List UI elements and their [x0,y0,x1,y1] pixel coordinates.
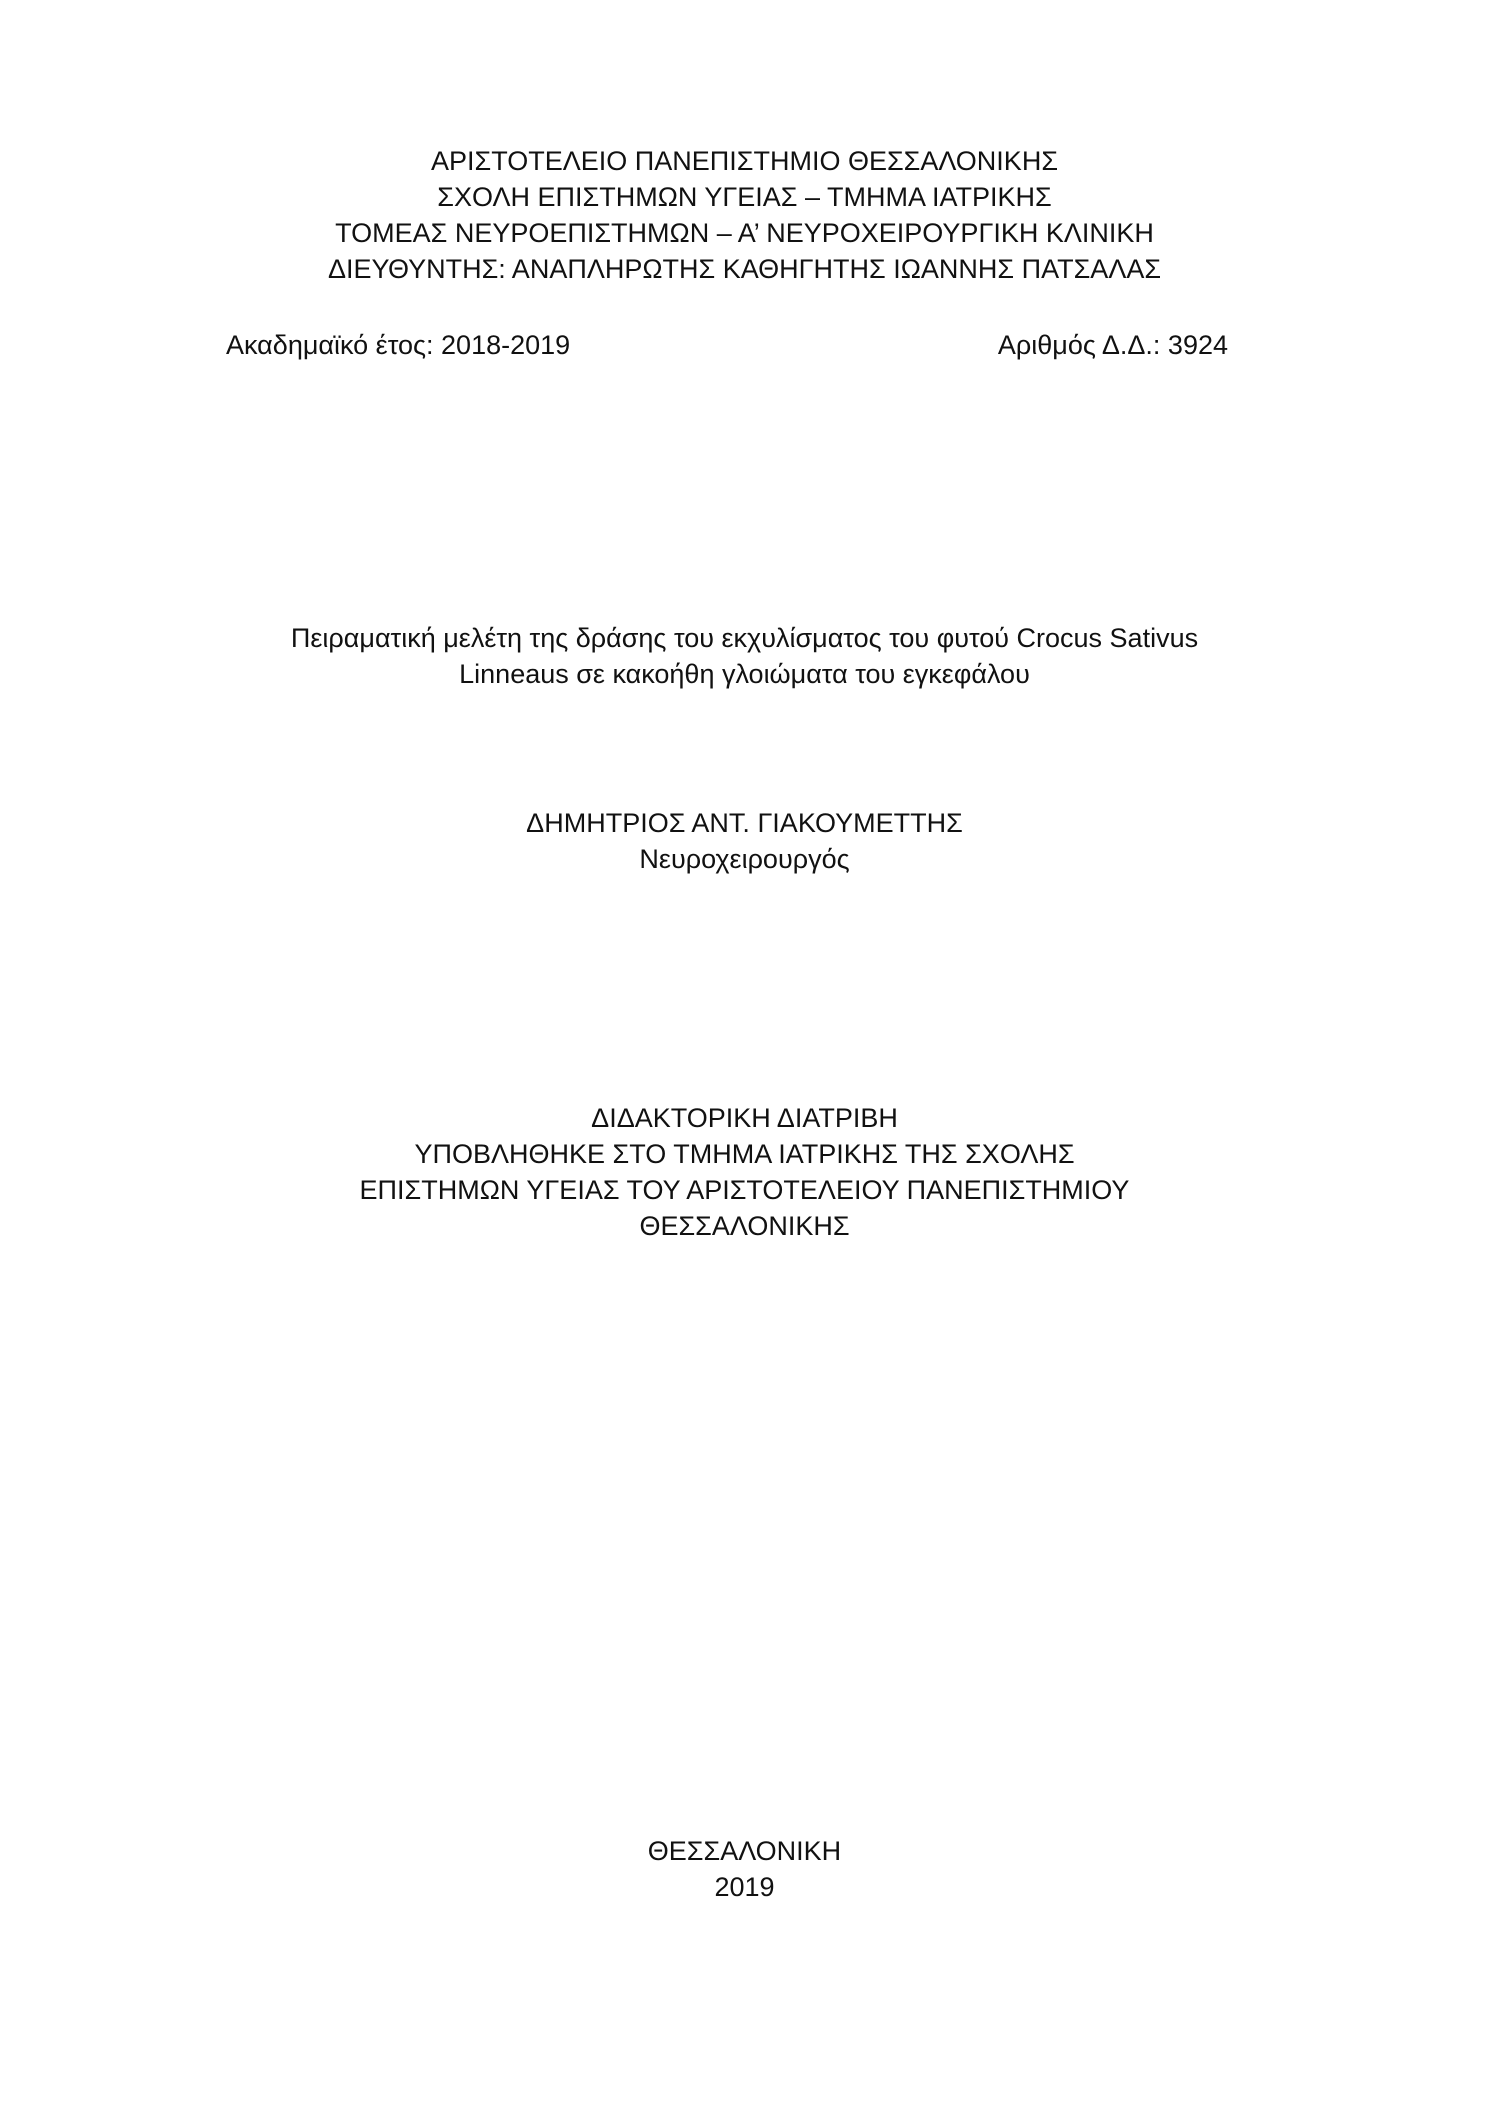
thesis-title [0,620,1489,692]
title-line-2: Linneaus σε κακοήθη γλοιώματα του εγκεφάλου [459,659,1030,689]
author-block [0,805,1489,877]
place-and-year [0,1833,1489,1905]
author-role: Νευροχειρουργός [639,844,850,874]
university-name: ΑΡΙΣΤΟΤΕΛΕΙΟ ΠΑΝΕΠΙΣΤΗΜΙΟ ΘΕΣΣΑΛΟΝΙΚΗΣ [430,146,1059,176]
year: 2019 [714,1872,775,1902]
thesis-statement [0,1100,1489,1244]
thesis-line-2: ΥΠΟΒΛΗΘΗΚΕ ΣΤΟ ΤΜΗΜΑ ΙΑΤΡΙΚΗΣ ΤΗΣ ΣΧΟΛΗΣ [414,1139,1075,1169]
thesis-line-4: ΘΕΣΣΑΛΟΝΙΚΗΣ [639,1211,850,1241]
meta-row [226,327,1228,363]
director-line: ΔΙΕΥΘΥΝΤΗΣ: ΑΝΑΠΛΗΡΩΤΗΣ ΚΑΘΗΓΗΤΗΣ ΙΩΑΝΝΗΣ ΠΑΤΣΑΛΑΣ [327,254,1162,284]
academic-year: Ακαδημαϊκό έτος: 2018-2019 [226,330,571,360]
thesis-line-3: ΕΠΙΣΤΗΜΩΝ ΥΓΕΙΑΣ ΤΟΥ ΑΡΙΣΤΟΤΕΛΕΙΟΥ ΠΑΝΕΠΙΣΤΗΜΙΟΥ [359,1175,1130,1205]
title-line-1: Πειραματική μελέτη της δράσης του εκχυλίσματος του φυτού Crocus Sativus [290,623,1199,653]
author-name: ΔΗΜΗΤΡΙΟΣ ΑΝΤ. ΓΙΑΚΟΥΜΕΤΤΗΣ [526,808,963,838]
institution-header [0,143,1489,287]
thesis-line-1: ΔΙΔΑΚΤΟΡΙΚΗ ΔΙΑΤΡΙΒΗ [591,1103,898,1133]
thesis-number: Αριθμός Δ.Δ.: 3924 [997,330,1228,360]
city: ΘΕΣΣΑΛΟΝΙΚΗ [647,1836,842,1866]
department-name: ΤΟΜΕΑΣ ΝΕΥΡΟΕΠΙΣΤΗΜΩΝ – Α’ ΝΕΥΡΟΧΕΙΡΟΥΡΓΙΚΗ ΚΛΙΝΙΚΗ [335,218,1154,248]
school-name: ΣΧΟΛΗ ΕΠΙΣΤΗΜΩΝ ΥΓΕΙΑΣ – ΤΜΗΜΑ ΙΑΤΡΙΚΗΣ [437,182,1052,212]
